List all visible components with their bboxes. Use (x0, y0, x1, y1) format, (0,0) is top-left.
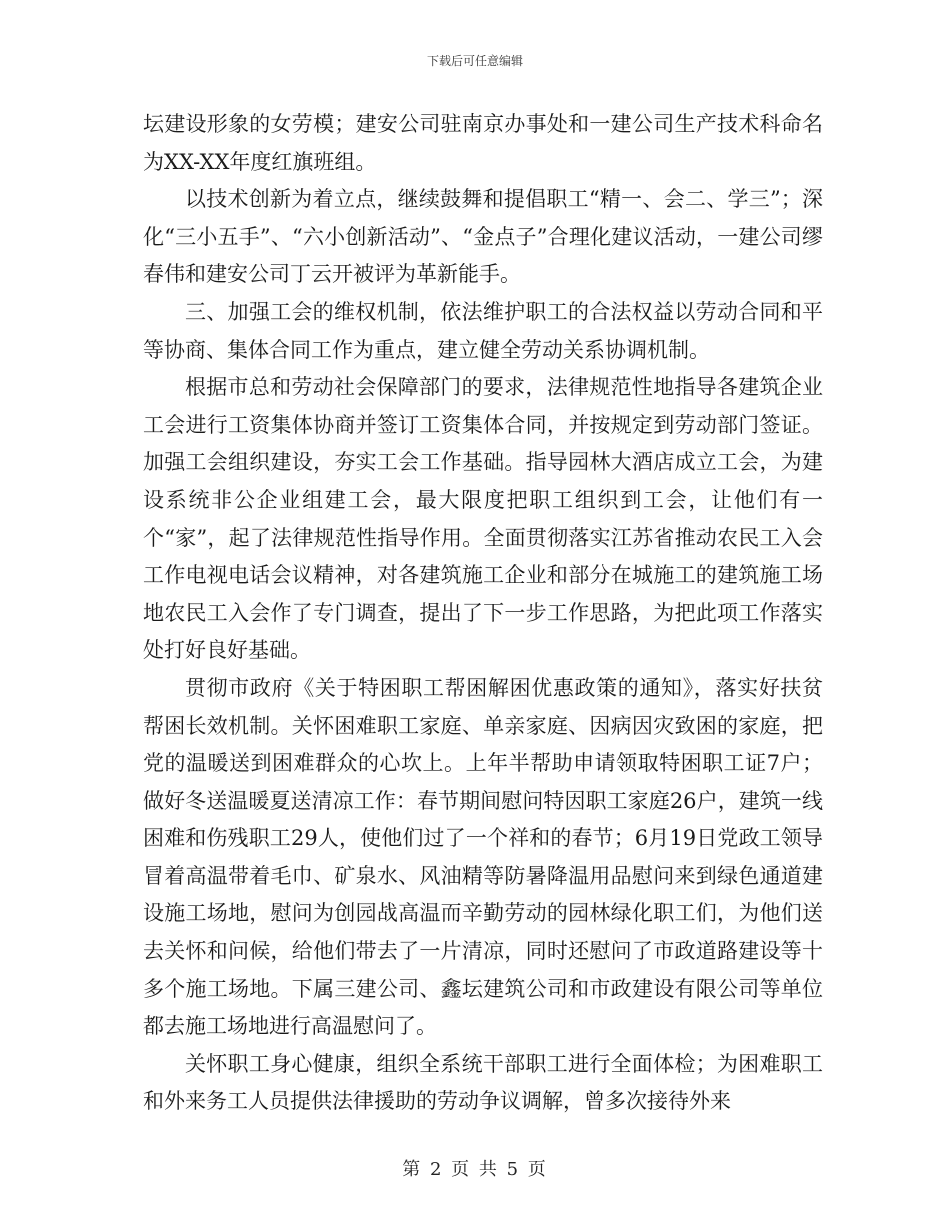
page-header: 下载后可任意编辑 (426, 54, 523, 68)
page-number-footer: 第 2 页 共 5 页 (402, 1159, 548, 1180)
paragraph-5: 贯彻市政府《关于特困职工帮困解困优惠政策的通知》，落实好扶贫帮困长效机制。关怀困难职工家庭、单亲家庭、因病因灾致困的家庭，把党的温暖送到困难群众的心坎上。上年半帮助申请领取特困职工证7户；做好冬送温暖夏送清凉工作：春节期间慰问特因职工家庭26户，建筑一线困难和伤残职工29人，使他们过了一个祥和的春节；6月19日党政工领导冒着高温带着毛巾、矿泉水、风油精等防暑降温用品慰问来到绿色通道建设施工场地，慰问为创园战高温而辛勤劳动的园林绿化职工们，为他们送去关怀和问候，给他们带去了一片清凉，同时还慰问了市政道路建设等十多个施工场地。下属三建公司、鑫坛建筑公司和市政建设有限公司等单位都去施工场地进行高温慰问了。 (143, 675, 823, 1039)
paragraph-4: 根据市总和劳动社会保障部门的要求，法律规范性地指导各建筑企业工会进行工资集体协商并签订工资集体合同，并按规定到劳动部门签证。加强工会组织建设，夯实工会工作基础。指导园林大酒店成立工会，为建设系统非公企业组建工会，最大限度把职工组织到工会，让他们有一个“家”，起了法律规范性指导作用。全面贯彻落实江苏省推动农民工入会工作电视电话会议精神，对各建筑施工企业和部分在城施工的建筑施工场地农民工入会作了专门调查，提出了下一步工作思路，为把此项工作落实处打好良好基础。 (143, 375, 823, 663)
paragraph-1: 坛建设形象的女劳模；建安公司驻南京办事处和一建公司生产技术科命名为XX-XX年度红旗班组。 (143, 112, 823, 174)
paragraph-3: 三、加强工会的维权机制，依法维护职工的合法权益以劳动合同和平等协商、集体合同工作为重点，建立健全劳动关系协调机制。 (143, 299, 823, 362)
paragraph-2: 以技术创新为着立点，继续鼓舞和提倡职工“精一、会二、学三”；深化“三小五手”、“六小创新活动”、“金点子”合理化建议活动，一建公司缪春伟和建安公司丁云开被评为革新能手。 (143, 187, 823, 287)
document-body (143, 106, 823, 1121)
paragraph-6: 关怀职工身心健康，组织全系统干部职工进行全面体检；为困难职工和外来务工人员提供法律援助的劳动争议调解，曾多次接待外来 (143, 1051, 823, 1114)
